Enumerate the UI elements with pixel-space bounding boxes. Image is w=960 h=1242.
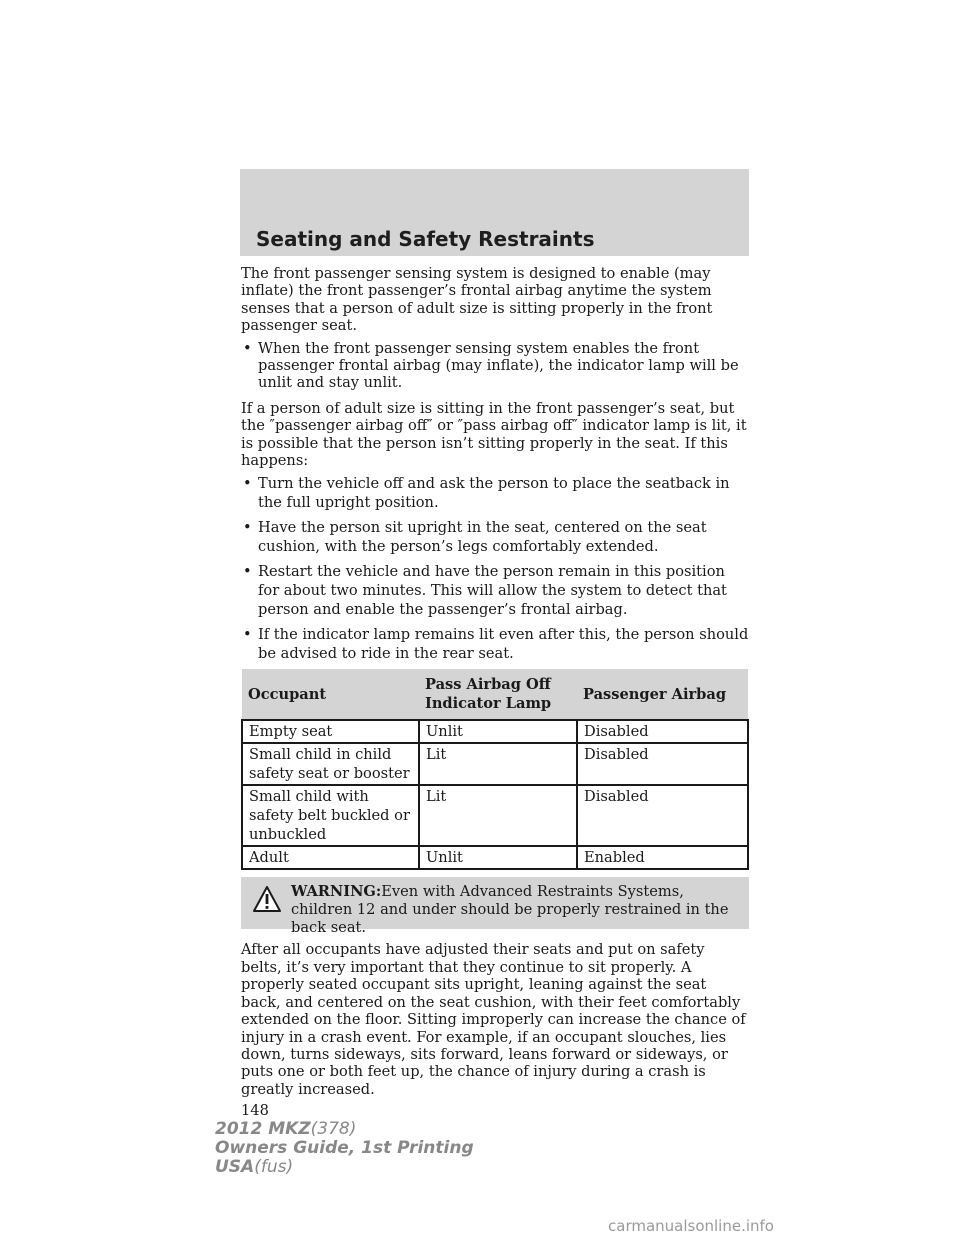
- table-row: [242, 743, 748, 785]
- header-indicator-lamp: Pass Airbag Off Indicator Lamp: [419, 669, 577, 720]
- table-row: [242, 720, 748, 743]
- paragraph-3: After all occupants have adjusted their seats and put on safety belts, it’s very important that they continue to sit properly. A properly seated occupant sits upright, leaning against the seat back, and centered on the seat cushion, with their feet comfortably extended on the floor. Sitting improperly can increase the chance of injury in a crash event. For example, if an occupant slouches, lies down, turns sideways, sits forward, leans forward or sideways, or puts one or both feet up, the chance of injury during a crash is greatly increased.: [241, 941, 746, 1098]
- list-item: • Turn the vehicle off and ask the person to place the seatback in the full upright position.: [241, 474, 749, 512]
- cell-airbag: Disabled: [577, 743, 748, 785]
- list-item: • Restart the vehicle and have the person remain in this position for about two minutes. This will allow the system to detect that person and enable the passenger’s frontal airbag.: [241, 562, 749, 619]
- table-row: [242, 785, 748, 846]
- list-item: • If the indicator lamp remains lit even after this, the person should be advised to ride in the rear seat.: [241, 625, 749, 663]
- footer-model-code: (378): [310, 1119, 357, 1139]
- bullet-list-2: [241, 474, 749, 663]
- list-item: • Have the person sit upright in the seat, centered on the seat cushion, with the person’s legs comfortably extended.: [241, 518, 749, 556]
- bullet-list-1: [241, 340, 749, 392]
- footer-model: 2012 MKZ: [215, 1119, 311, 1139]
- cell-occupant: Empty seat: [242, 720, 419, 743]
- cell-occupant: Small child with safety belt buckled or unbuckled: [242, 785, 419, 846]
- cell-airbag: Disabled: [577, 785, 748, 846]
- footer-market: USA: [215, 1157, 255, 1177]
- cell-indicator: Lit: [419, 785, 577, 846]
- watermark: carmanualsonline.info: [608, 1217, 774, 1235]
- table-row: [242, 846, 748, 869]
- page-number: 148: [241, 1102, 269, 1120]
- section-header-band: [240, 169, 749, 256]
- warning-triangle-icon: [252, 885, 282, 913]
- cell-indicator: Unlit: [419, 720, 577, 743]
- airbag-status-table: [241, 669, 749, 870]
- warning-label: WARNING:: [291, 883, 382, 901]
- table-header-row: [242, 669, 748, 720]
- cell-airbag: Enabled: [577, 846, 748, 869]
- warning-text: [291, 883, 739, 937]
- warning-box: [241, 877, 749, 937]
- cell-indicator: Lit: [419, 743, 577, 785]
- footer-guide: Owners Guide, 1st Printing: [215, 1138, 474, 1158]
- header-occupant: Occupant: [242, 669, 419, 720]
- list-item: • When the front passenger sensing system enables the front passenger frontal airbag (may inflate), the indicator lamp will be unlit and stay unlit.: [241, 340, 749, 392]
- footer-market-code: (fus): [254, 1157, 294, 1177]
- cell-airbag: Disabled: [577, 720, 748, 743]
- cell-occupant: Small child in child safety seat or booster: [242, 743, 419, 785]
- document-footer: [215, 1120, 474, 1177]
- page-content: [241, 265, 749, 1120]
- warning-message: Even with Advanced Restraints Systems, children 12 and under should be properly restrained in the back seat.: [291, 883, 729, 937]
- paragraph-2: If a person of adult size is sitting in the front passenger’s seat, but the ″passenger airbag off″ or ″pass airbag off″ indicator lamp is lit, it is possible that the person isn’t sitting properly in the seat. If this happens:: [241, 399, 747, 470]
- section-title: Seating and Safety Restraints: [256, 227, 595, 251]
- cell-indicator: Unlit: [419, 846, 577, 869]
- header-passenger-airbag: Passenger Airbag: [577, 669, 748, 720]
- intro-paragraph: The front passenger sensing system is designed to enable (may inflate) the front passenger’s frontal airbag anytime the system senses that a person of adult size is sitting properly in the front passenger seat.: [241, 265, 713, 335]
- cell-occupant: Adult: [242, 846, 419, 869]
